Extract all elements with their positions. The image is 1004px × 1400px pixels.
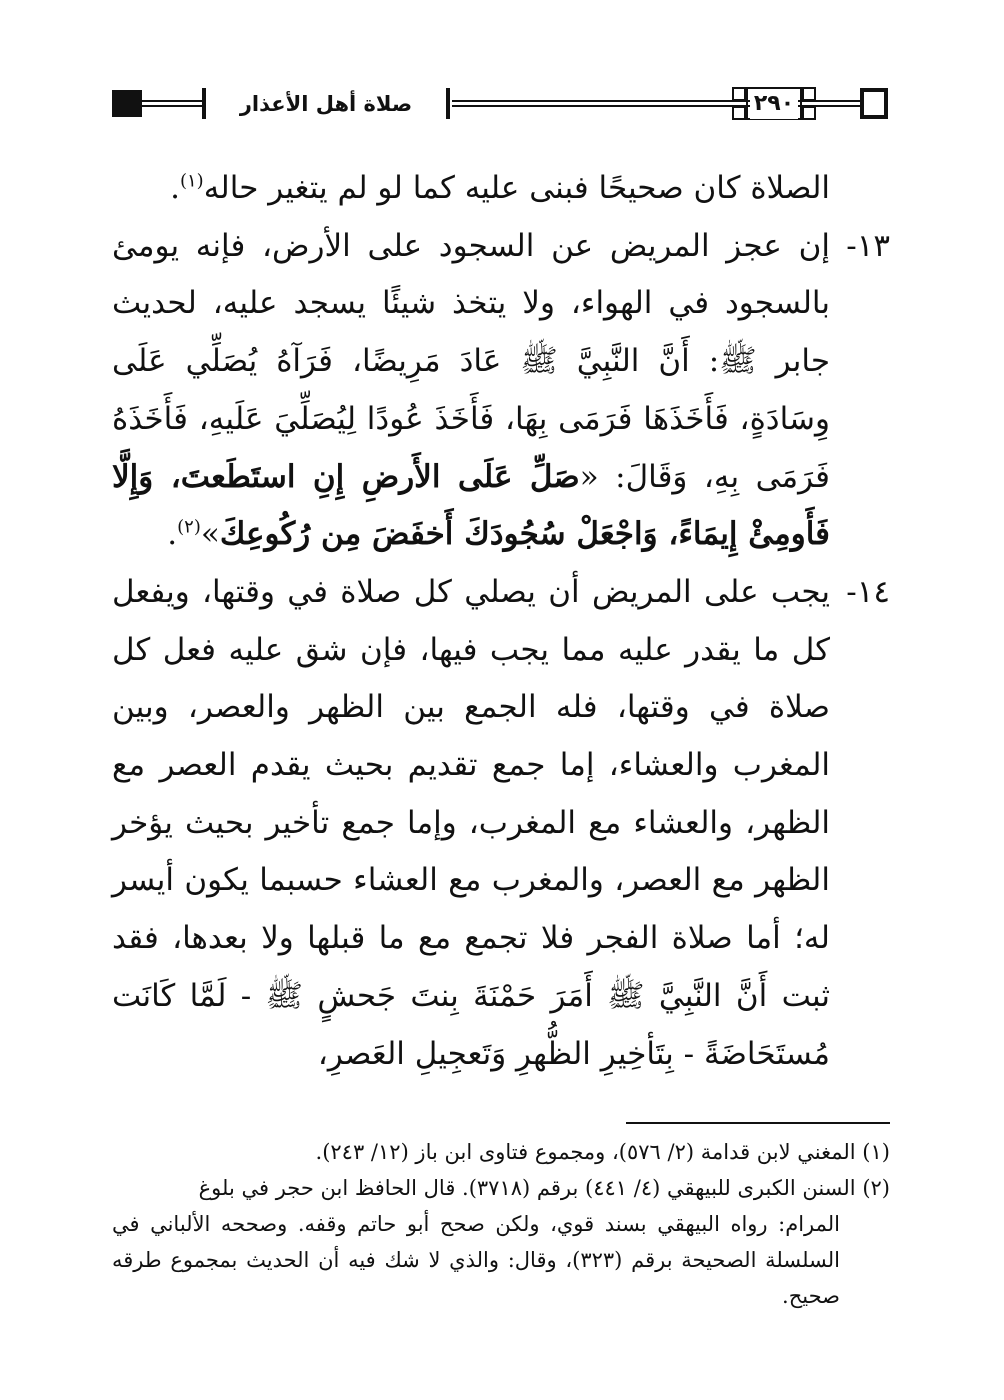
list-item-13 (112, 218, 890, 564)
item-text: إن عجز المريض عن السجود على الأرض، فإنه يومئ بالسجود في الهواء، ولا يتخذ شيئًا يسجد عليه، لحديث جابر ﷺ: أَنَّ النَّبِيَّ ﷺ عَادَ مَرِيضًا، فَرَآهُ يُصَلِّي عَلَى وِسَادَةٍ، فَأَخَذَهَا فَرَمَى بِهَا، فَأَخَذَ عُودًا لِيُصَلِّيَ عَلَيهِ، فَأَخَذَهُ فَرَمَى بِهِ، وَقَالَ: « (112, 227, 830, 495)
header-left-block (112, 90, 142, 117)
footnote-separator (626, 1122, 890, 1124)
continued-paragraph (112, 160, 890, 218)
item-text: يجب على المريض أن يصلي كل صلاة في وقتها، ويفعل كل ما يقدر عليه مما يجب فيها، فإن شق عليه فعل كل صلاة في وقتها، فله الجمع بين الظهر والعصر، وبين المغرب والعشاء، إما جمع تقديم بحيث يقدم العصر مع الظهر، والعشاء مع المغرب، وإما جمع تأخير بحيث يؤخر الظهر مع العصر، والمغرب مع العشاء حسبما يكون أيسر له؛ أما صلاة الفجر فلا تجمع مع ما قبلها ولا بعدها، فقد ثبت أَنَّ النَّبِيَّ ﷺ أَمَرَ حَمْنَةَ بِنتَ جَحشٍ ﷺ - لَمَّا كَانَت مُستَحَاضَةً - بِتَأخِيرِ الظُّهرِ وَتَعجِيلِ العَصرِ، (112, 573, 830, 1072)
page-number-frame (724, 84, 824, 124)
paragraph-text: الصلاة كان صحيحًا فبنى عليه كما لو لم يتغير حاله (203, 170, 830, 206)
header-tick (202, 88, 206, 119)
footnote-2: (٢) السنن الكبرى للبيهقي (٤/ ٤٤١) برقم (٣٧١٨). قال الحافظ ابن حجر في بلوغ (198, 1176, 890, 1200)
footnote-2-continued: المرام: رواه البيهقي بسند قوي، ولكن صحح أبو حاتم وقفه. وصححه الألباني في السلسلة الصحيحة برقم (٣٢٣)، وقال: والذي لا شك فيه أن الحديث بمجموع طرقه صحيح. (112, 1212, 840, 1308)
body-text (112, 160, 890, 1083)
punctuation: . (167, 516, 178, 553)
header-right-box (860, 88, 888, 119)
item-number: ١٤- (846, 573, 890, 610)
footnote-ref: (١) (179, 170, 204, 192)
header-rule (142, 100, 202, 107)
punctuation: . (170, 170, 180, 206)
footnote-1: (١) المغني لابن قدامة (٢/ ٥٧٦)، ومجموع فتاوى ابن باز (١٢/ ٢٤٣). (315, 1140, 890, 1164)
hadith-quote: صَلِّ عَلَى الأَرضِ إِنِ استَطَعتَ، وَإِلَّا فَأَومِئْ إِيمَاءً، وَاجْعَلْ سُجُودَكَ أَخفَضَ مِن رُكُوعِكَ (112, 458, 830, 553)
item-number: ١٣- (846, 227, 890, 264)
page-number: ٢٩٠ (750, 89, 798, 119)
quote-close: » (200, 516, 220, 553)
frame-ornament (802, 106, 816, 120)
running-title: صلاة أهل الأعذار (239, 92, 413, 116)
frame-ornament (732, 106, 746, 120)
frame-ornament (732, 87, 746, 101)
list-item-14 (112, 564, 890, 1083)
footnotes (112, 1134, 890, 1314)
page-header (112, 84, 890, 124)
footnote-ref: (٢) (177, 516, 201, 538)
header-tick (446, 88, 450, 119)
frame-ornament (802, 87, 816, 101)
header-rule (824, 100, 860, 107)
